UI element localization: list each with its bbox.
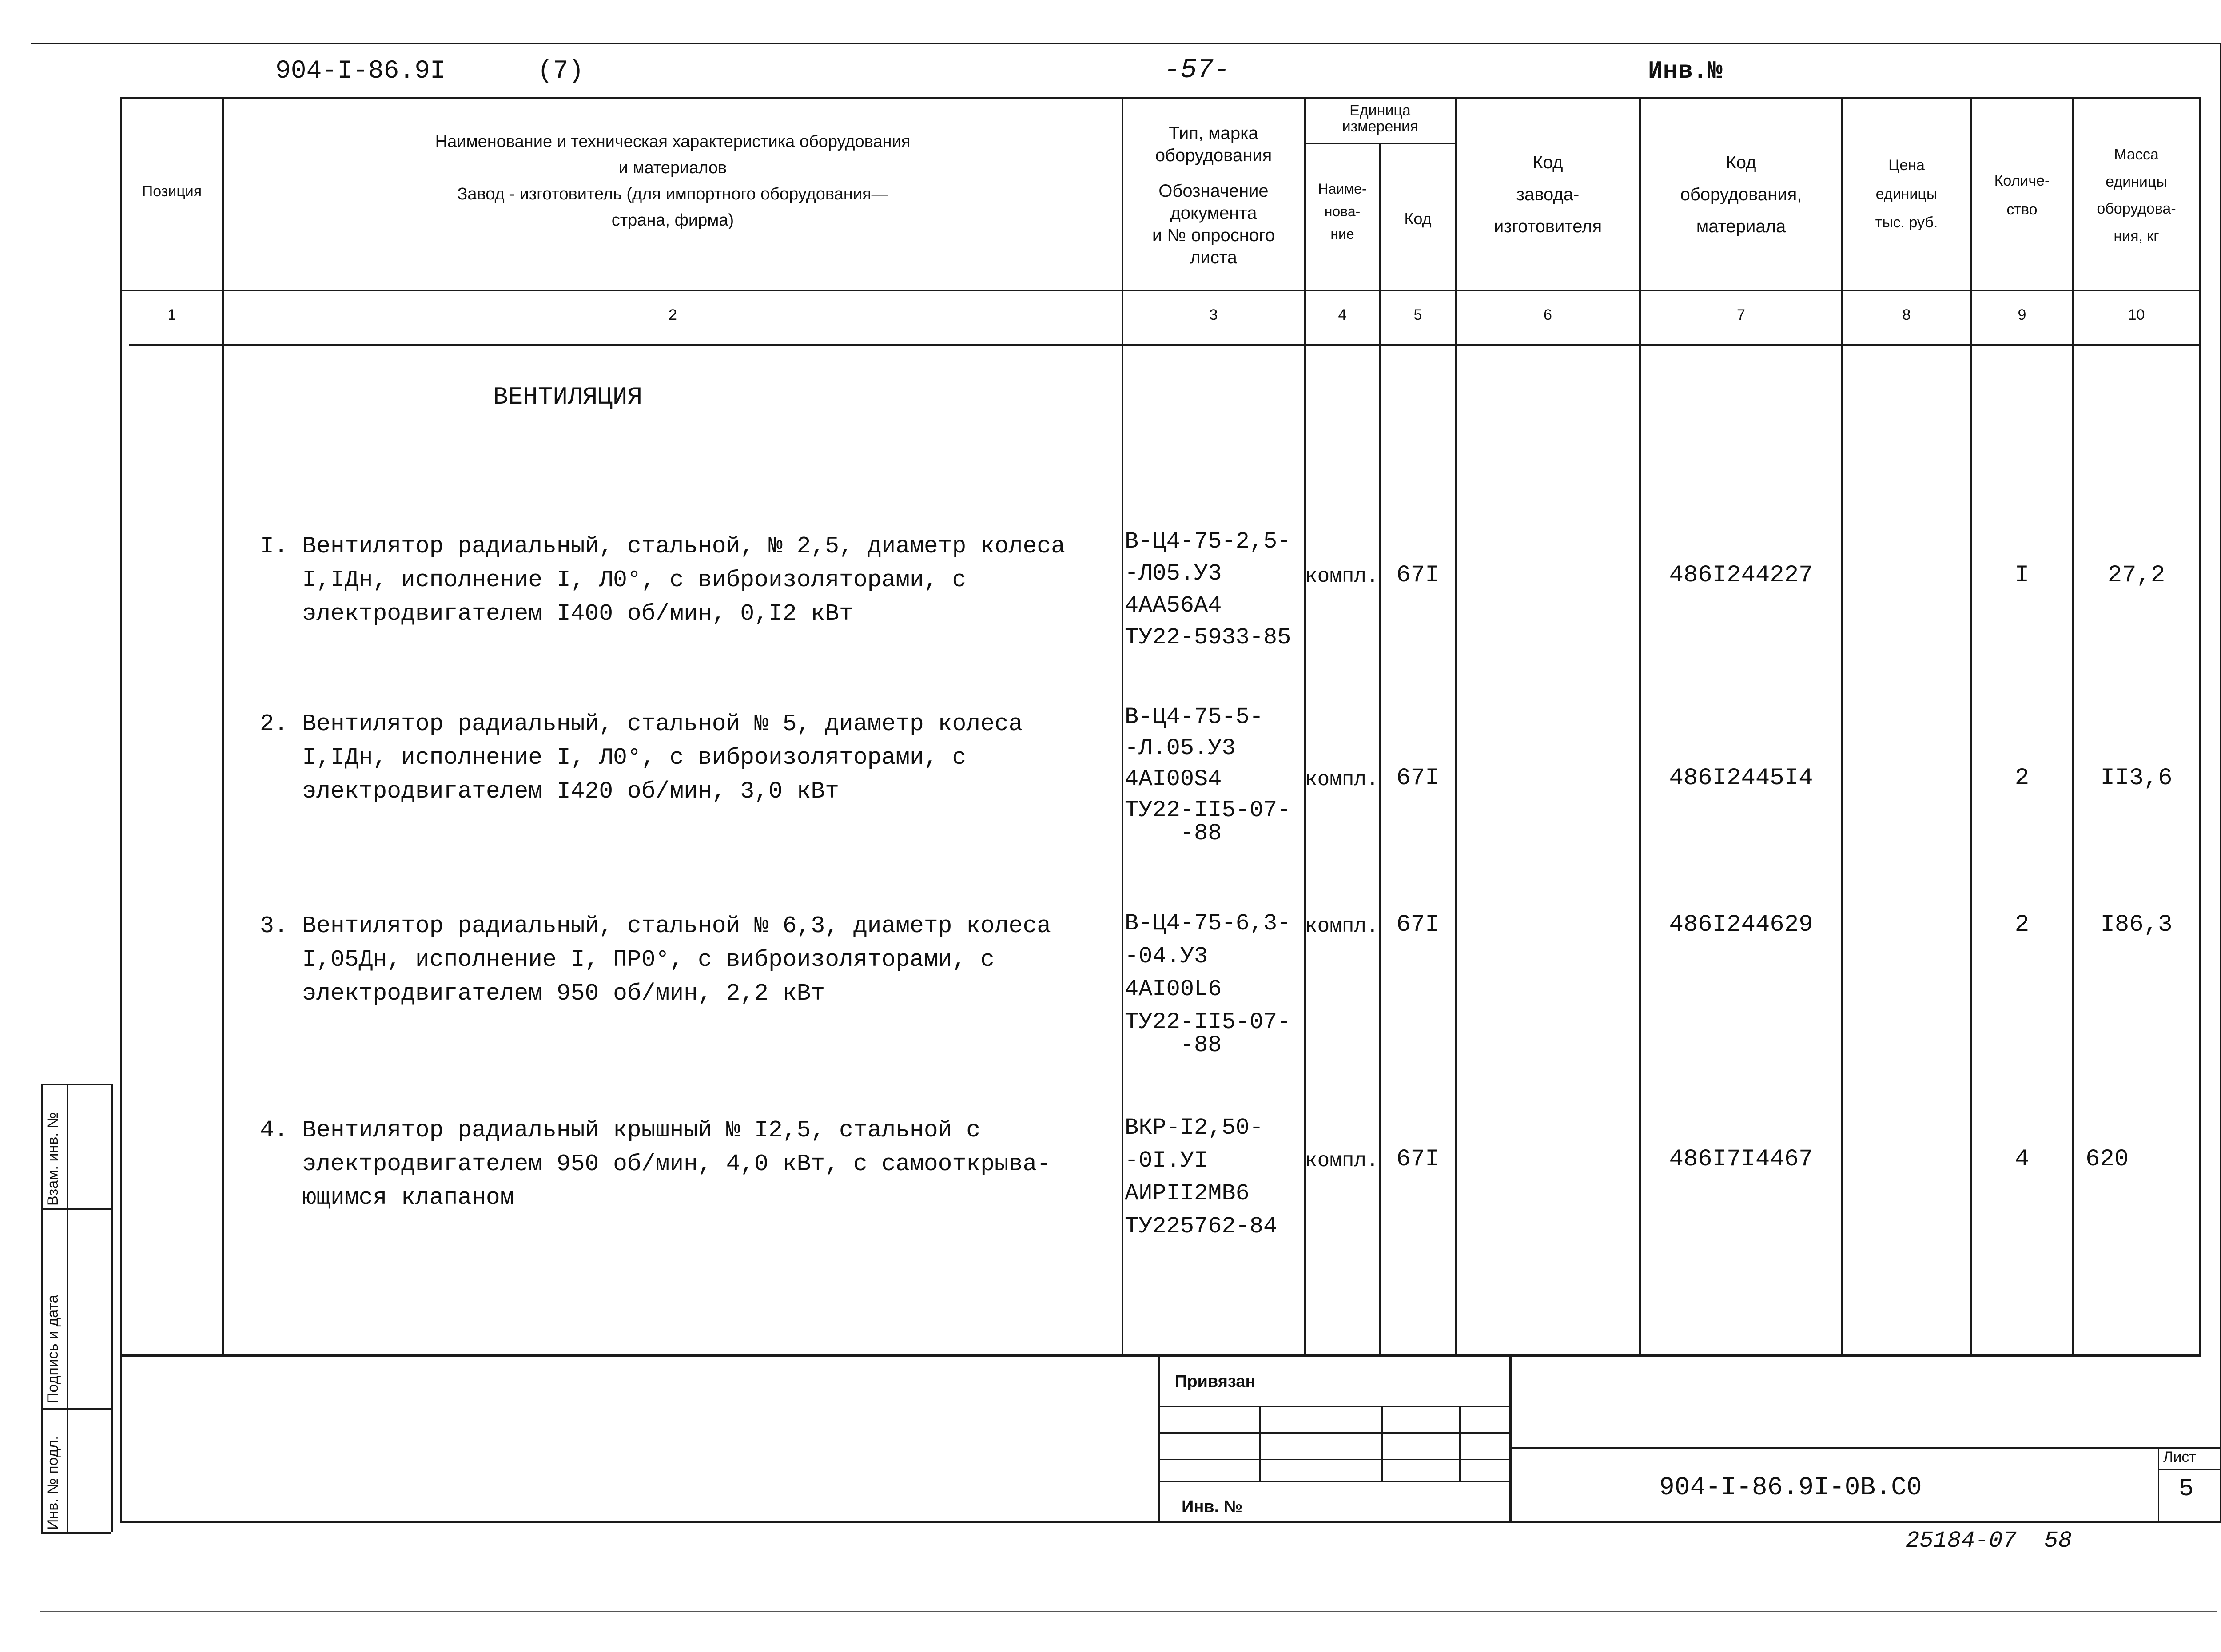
- stamp-col-2: [1381, 1406, 1383, 1481]
- side-sep-1: [41, 1084, 111, 1085]
- sheet-tag: (7): [537, 57, 584, 86]
- stamp-doc-row-top: [1512, 1447, 2221, 1449]
- side-label-inv-podl: Инв. № подл.: [44, 1436, 61, 1530]
- item-4-equip-code: 486I7I4467: [1669, 1146, 1813, 1173]
- item-4-unit-code: 67I: [1396, 1146, 1440, 1173]
- col-number-7: 7: [1737, 306, 1745, 323]
- item-3-mass: I86,3: [2100, 911, 2173, 938]
- header-plant-code: Код завода- изготовителя: [1493, 153, 1602, 236]
- item-1-description: I. Вентилятор радиальный, стальной, № 2,5, диаметр колеса I,IДн, исполнение I, Л0°, с виброизоляторами, с электродвигателем I400 об/мин, 0,I2 кВт: [260, 533, 1065, 627]
- privyazan-label: Привязан: [1175, 1372, 1256, 1391]
- col-line-h: [1841, 97, 1843, 1357]
- col-number-8: 8: [1902, 306, 1911, 323]
- col-number-1: 1: [167, 306, 176, 323]
- col-line-e: [1379, 144, 1381, 1357]
- header-name: Наименование и техническая характеристика оборудования и материалов Завод - изготовитель (для импортного оборудования— страна, фирма): [435, 132, 911, 230]
- col-line-k: [2199, 97, 2201, 1357]
- header-unit-name: Наиме- нова- ние: [1318, 181, 1367, 242]
- col-line-j: [2072, 97, 2074, 1357]
- side-sep-2: [41, 1208, 111, 1210]
- stamp-col-1: [1259, 1406, 1261, 1481]
- item-1-equip-code: 486I244227: [1669, 562, 1813, 589]
- top-border: [31, 43, 2221, 44]
- inv-label: Инв.№: [1648, 57, 1723, 85]
- table-numbers-bottom: [129, 344, 2199, 346]
- stamp-row-2: [1160, 1432, 1509, 1434]
- table-top: [120, 97, 2199, 99]
- table-header-bottom: [120, 290, 2199, 291]
- header-unit-code: Код: [1404, 210, 1432, 228]
- item-2-mass: II3,6: [2100, 765, 2173, 792]
- item-2-equip-code: 486I2445I4: [1669, 765, 1813, 792]
- side-col-divider: [67, 1084, 68, 1532]
- item-1-unit: компл.: [1305, 565, 1379, 588]
- item-1-qty: I: [2014, 562, 2030, 589]
- item-3-description: 3. Вентилятор радиальный, стальной № 6,3, диаметр колеса I,05Дн, исполнение I, ПР0°, с виброизоляторами, с электродвигателем 950 об/мин, 2,2 кВт: [260, 913, 1051, 1007]
- side-sep-3: [41, 1408, 111, 1410]
- item-2-unit: компл.: [1305, 768, 1379, 791]
- sheet-box-left: [2158, 1449, 2159, 1523]
- item-2-unit-code: 67I: [1396, 765, 1440, 792]
- col-number-5: 5: [1413, 306, 1422, 323]
- stamp-mid-border: [1509, 1354, 1512, 1523]
- page-marker: -57-: [1164, 54, 1230, 86]
- item-4-description: 4. Вентилятор радиальный крышный № I2,5, стальной с электродвигателем 950 об/мин, 4,0 кВт, с самооткрыва- ющимся клапаном: [260, 1117, 1051, 1211]
- header-price: Цена единицы тыс. руб.: [1875, 157, 1938, 231]
- item-3-equip-code: 486I244629: [1669, 911, 1813, 938]
- col-line-c: [1122, 97, 1123, 1357]
- item-3-unit-code: 67I: [1396, 911, 1440, 938]
- item-4-type: ВКР-I2,50- -0I.УI АИРII2МВ6 ТУ225762-84: [1125, 1115, 1278, 1239]
- stamp-row-1: [1160, 1406, 1509, 1407]
- footer-code: 25184-07 58: [1906, 1528, 2072, 1554]
- item-2-qty: 2: [2014, 765, 2030, 792]
- side-label-vzam: Взам. инв. №: [44, 1112, 61, 1206]
- header-position: Позиция: [142, 183, 202, 200]
- col-number-3: 3: [1209, 306, 1218, 323]
- col-line-b: [222, 97, 224, 1357]
- section-title: ВЕНТИЛЯЦИЯ: [493, 383, 643, 411]
- item-3-qty: 2: [2014, 911, 2030, 938]
- col-number-2: 2: [669, 306, 677, 323]
- item-4-qty: 4: [2014, 1146, 2030, 1173]
- inv-no-label: Инв. №: [1182, 1497, 1243, 1516]
- col-number-4: 4: [1338, 306, 1347, 323]
- side-frame-right: [111, 1084, 113, 1532]
- stamp-row-3: [1160, 1459, 1509, 1460]
- sheet-label: Лист: [2163, 1449, 2196, 1465]
- side-label-podpis: Подпись и дата: [44, 1295, 61, 1403]
- sheet-box-mid: [2159, 1469, 2221, 1470]
- doc-code-header: 904-I-86.9I: [275, 57, 446, 86]
- stamp-doc-code: 904-I-86.9I-0В.С0: [1659, 1473, 1922, 1502]
- stamp-left-border: [1158, 1354, 1160, 1523]
- unit-group-divider: [1304, 143, 1457, 144]
- header-equip-code: Код оборудования, материала: [1680, 153, 1802, 236]
- item-3-type: В-Ц4-75-6,3- -04.У3 4АI00L6 ТУ22-II5-07- -88: [1125, 910, 1291, 1058]
- item-2-type: В-Ц4-75-5- -Л.05.У3 4АI00S4 ТУ22-II5-07- -88: [1125, 704, 1291, 846]
- col-number-10: 10: [2128, 306, 2145, 323]
- scan-line-bottom: [40, 1611, 2217, 1612]
- col-line-f: [1455, 97, 1457, 1357]
- stamp-col-3: [1459, 1406, 1461, 1481]
- col-number-9: 9: [2018, 306, 2026, 323]
- item-1-unit-code: 67I: [1396, 562, 1440, 589]
- header-mass: Масса единицы оборудова- ния, кг: [2097, 146, 2176, 245]
- item-3-unit: компл.: [1305, 915, 1379, 938]
- side-sep-4: [41, 1532, 111, 1534]
- item-1-type: В-Ц4-75-2,5- -Л05.У3 4АА56А4 ТУ22-5933-85: [1125, 528, 1291, 651]
- side-frame-left: [41, 1084, 43, 1532]
- header-unit-group: Единица измерения: [1342, 102, 1418, 135]
- header-quantity: Количе- ство: [1994, 172, 2050, 218]
- col-number-6: 6: [1544, 306, 1552, 323]
- frame-bottom: [120, 1521, 2221, 1523]
- item-2-description: 2. Вентилятор радиальный, стальной № 5, диаметр колеса I,IДн, исполнение I, Л0°, с виброизоляторами, с электродвигателем I420 об/мин, 3,0 кВт: [260, 711, 1023, 805]
- stamp-row-4: [1160, 1481, 1509, 1482]
- header-type: Тип, марка оборудования Обозначение документа и № опросного листа: [1152, 123, 1275, 267]
- item-1-mass: 27,2: [2107, 562, 2165, 589]
- item-4-mass: 620: [2086, 1146, 2129, 1173]
- item-4-unit: компл.: [1305, 1149, 1379, 1172]
- sheet-number: 5: [2179, 1474, 2194, 1503]
